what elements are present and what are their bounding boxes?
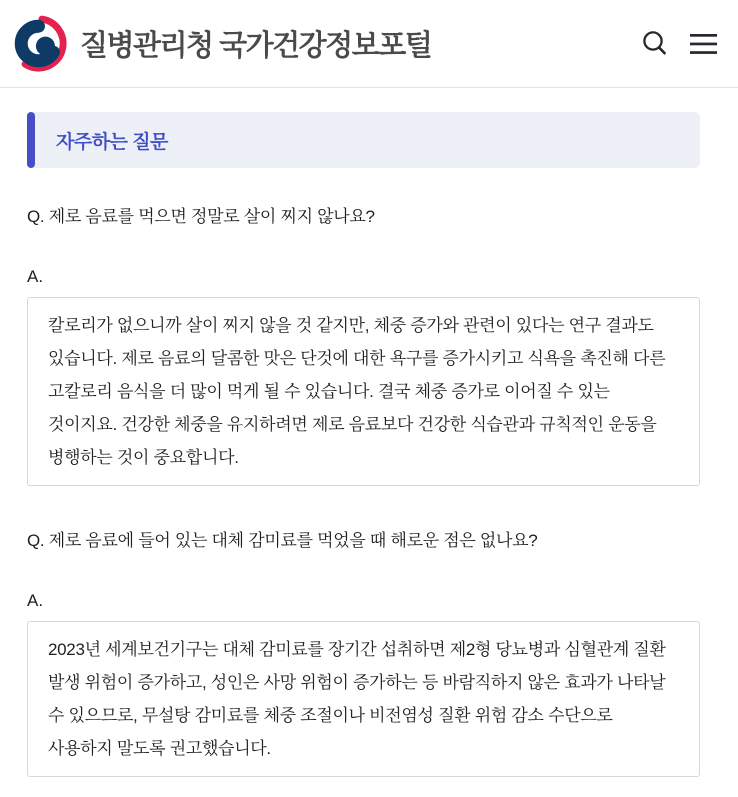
faq-section-title: 자주하는 질문 (56, 131, 168, 153)
answer-label: A. (27, 591, 44, 610)
kdca-government-emblem-icon (10, 15, 67, 72)
answer-box (27, 621, 700, 777)
faq-item (27, 206, 700, 486)
accent-bar (27, 112, 35, 168)
question-text: Q. 제로 음료에 들어 있는 대체 감미료를 먹었을 때 해로운 점은 없나요? (27, 531, 538, 550)
answer-text: 칼로리가 없으니까 살이 찌지 않을 것 같지만, 체중 증가와 관련이 있다는 연구 결과도 있습니다. 제로 음료의 달콤한 맛은 단것에 대한 욕구를 증가시키고 식욕을 촉진해 다른 고칼로리 음식을 더 많이 먹게 될 수 있습니다. 결국 체중 증가로 이어질 수 있는 것이지요. 건강한 체중을 유지하려면 제로 음료보다 건강한 식습관과 규칙적인 운동을 병행하는 것이 중요합니다. (48, 316, 666, 467)
site-header (0, 0, 738, 88)
search-button[interactable] (636, 25, 674, 63)
answer-box (27, 297, 700, 486)
answer-label: A. (27, 267, 44, 286)
answer-text: 2023년 세계보건기구는 대체 감미료를 장기간 섭취하면 제2형 당뇨병과 심혈관계 질환 발생 위험이 증가하고, 성인은 사망 위험이 증가하는 등 바람직하지 않은 효과가 나타날 수 있으므로, 무설탕 감미료를 체중 조절이나 비전염성 질환 위험 감소 수단으로 사용하지 말도록 권고했습니다. (48, 640, 666, 758)
menu-button[interactable] (684, 25, 722, 63)
home-logo-link[interactable] (10, 15, 431, 72)
question-text: Q. 제로 음료를 먹으면 정말로 살이 찌지 않나요? (27, 207, 375, 226)
faq-item (27, 530, 700, 777)
search-icon (640, 29, 670, 59)
faq-section-header (27, 112, 700, 168)
site-title: 질병관리청 국가건강정보포털 (80, 30, 432, 62)
hamburger-menu-icon (690, 33, 717, 55)
faq-page (0, 88, 738, 797)
